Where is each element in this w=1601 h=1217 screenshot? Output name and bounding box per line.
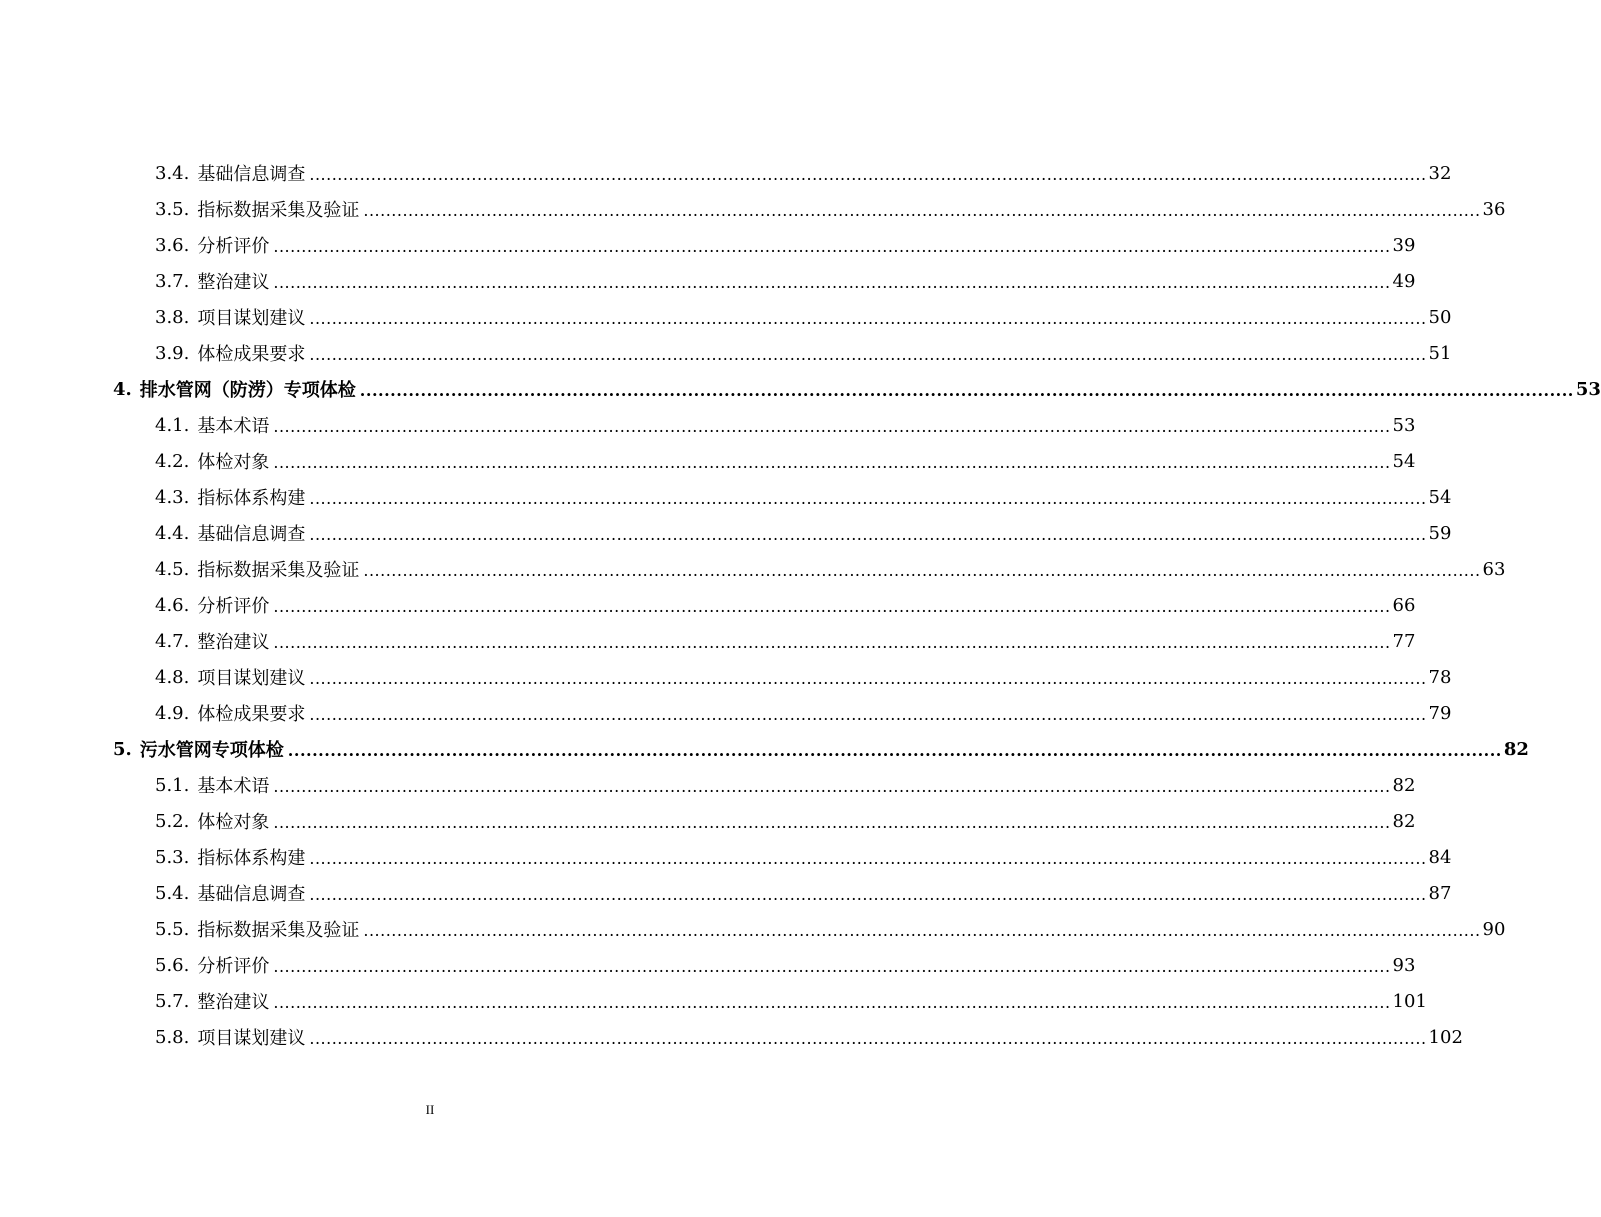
toc-item-page: 50 bbox=[1428, 306, 1452, 328]
toc-item-page: 54 bbox=[1428, 486, 1452, 508]
toc-item-number: 4.7. bbox=[155, 630, 190, 652]
toc-dot-leader: ........................................................................................................................................................................................................ bbox=[273, 273, 1391, 292]
toc-entry bbox=[155, 551, 1506, 587]
toc-dot-leader: ........................................................................................................................................................................................................ bbox=[273, 597, 1391, 616]
toc-item-number: 3.7. bbox=[155, 270, 190, 292]
toc-entry bbox=[155, 947, 1416, 983]
toc-dot-leader: ........................................................................................................................................................................................................ bbox=[273, 813, 1391, 832]
toc-item-number: 3.4. bbox=[155, 162, 190, 184]
toc-item-number: 3.5. bbox=[155, 198, 190, 220]
toc-item-page: 53 bbox=[1392, 414, 1416, 436]
toc-item-title: 基本术语 bbox=[197, 416, 270, 437]
toc-entry bbox=[155, 443, 1416, 479]
toc-item-number: 3.6. bbox=[155, 234, 190, 256]
toc-item-page: 51 bbox=[1428, 342, 1452, 364]
toc-chapter-item[interactable] bbox=[0, 371, 1601, 407]
toc-dot-leader: ........................................................................................................................................................................................................ bbox=[273, 453, 1391, 472]
toc-entry bbox=[155, 839, 1452, 875]
toc-chapter-number: 4. bbox=[113, 378, 132, 400]
toc-chapter-item[interactable] bbox=[0, 731, 1529, 767]
toc-entry bbox=[155, 1019, 1463, 1055]
toc-dot-leader: ........................................................................................................................................................................................................ bbox=[287, 741, 1502, 760]
toc-item[interactable] bbox=[0, 875, 1452, 911]
toc-dot-leader: ........................................................................................................................................................................................................ bbox=[309, 1029, 1427, 1048]
toc-dot-leader: ........................................................................................................................................................................................................ bbox=[309, 489, 1427, 508]
toc-dot-leader: ........................................................................................................................................................................................................ bbox=[363, 561, 1481, 580]
toc-entry bbox=[155, 983, 1427, 1019]
toc-item-number: 5.4. bbox=[155, 882, 190, 904]
toc-dot-leader: ........................................................................................................................................................................................................ bbox=[363, 201, 1481, 220]
toc-item[interactable] bbox=[0, 983, 1427, 1019]
toc-item[interactable] bbox=[0, 299, 1452, 335]
toc-item[interactable] bbox=[0, 1019, 1463, 1055]
toc-item-number: 3.8. bbox=[155, 306, 190, 328]
toc-chapter-title: 污水管网专项体检 bbox=[139, 740, 284, 761]
toc-entry bbox=[155, 263, 1416, 299]
toc-item-title: 体检成果要求 bbox=[197, 704, 306, 725]
toc-item-title: 体检对象 bbox=[197, 452, 270, 473]
toc-chapter-title: 排水管网（防涝）专项体检 bbox=[139, 380, 356, 401]
toc-dot-leader: ........................................................................................................................................................................................................ bbox=[273, 777, 1391, 796]
toc-item-page: 101 bbox=[1392, 990, 1427, 1012]
toc-chapter-page: 53 bbox=[1575, 378, 1601, 400]
toc-item-number: 5.6. bbox=[155, 954, 190, 976]
toc-item-page: 63 bbox=[1482, 558, 1506, 580]
toc-dot-leader: ........................................................................................................................................................................................................ bbox=[309, 165, 1427, 184]
toc-dot-leader: ........................................................................................................................................................................................................ bbox=[309, 885, 1427, 904]
toc-item-page: 78 bbox=[1428, 666, 1452, 688]
toc-item[interactable] bbox=[0, 551, 1506, 587]
toc-item-title: 基础信息调查 bbox=[197, 524, 306, 545]
toc-item-page: 77 bbox=[1392, 630, 1416, 652]
toc-entry bbox=[155, 767, 1416, 803]
toc-dot-leader: ........................................................................................................................................................................................................ bbox=[309, 309, 1427, 328]
toc-entry bbox=[155, 803, 1416, 839]
toc-item-number: 4.6. bbox=[155, 594, 190, 616]
toc-item-title: 分析评价 bbox=[197, 956, 270, 977]
toc-item-page: 79 bbox=[1428, 702, 1452, 724]
toc-item-title: 整治建议 bbox=[197, 632, 270, 653]
toc-item-number: 5.1. bbox=[155, 774, 190, 796]
toc-item[interactable] bbox=[0, 263, 1416, 299]
toc-entry bbox=[113, 731, 1529, 767]
toc-item-number: 4.4. bbox=[155, 522, 190, 544]
toc-item-page: 39 bbox=[1392, 234, 1416, 256]
toc-item[interactable] bbox=[0, 443, 1416, 479]
toc-item-title: 项目谋划建议 bbox=[197, 668, 306, 689]
toc-item-number: 4.8. bbox=[155, 666, 190, 688]
toc-item-title: 体检成果要求 bbox=[197, 344, 306, 365]
toc-dot-leader: ........................................................................................................................................................................................................ bbox=[273, 633, 1391, 652]
toc-item-number: 4.1. bbox=[155, 414, 190, 436]
toc-item[interactable] bbox=[0, 587, 1416, 623]
toc-item-page: 32 bbox=[1428, 162, 1452, 184]
toc-item-title: 项目谋划建议 bbox=[197, 1028, 306, 1049]
toc-item-page: 90 bbox=[1482, 918, 1506, 940]
toc-item-title: 指标体系构建 bbox=[197, 488, 306, 509]
toc-item-page: 36 bbox=[1482, 198, 1506, 220]
toc-item[interactable] bbox=[0, 911, 1506, 947]
toc-dot-leader: ........................................................................................................................................................................................................ bbox=[273, 417, 1391, 436]
toc-item-title: 指标体系构建 bbox=[197, 848, 306, 869]
toc-item-title: 整治建议 bbox=[197, 272, 270, 293]
toc-dot-leader: ........................................................................................................................................................................................................ bbox=[359, 381, 1574, 400]
toc-item-page: 66 bbox=[1392, 594, 1416, 616]
toc-entry bbox=[155, 875, 1452, 911]
toc-item-page: 82 bbox=[1392, 774, 1416, 796]
toc-item-title: 项目谋划建议 bbox=[197, 308, 306, 329]
toc-item-page: 82 bbox=[1392, 810, 1416, 832]
toc-entry bbox=[155, 155, 1452, 191]
toc-item[interactable] bbox=[0, 515, 1452, 551]
toc-item-page: 49 bbox=[1392, 270, 1416, 292]
toc-entry bbox=[155, 911, 1506, 947]
toc-entry bbox=[155, 407, 1416, 443]
toc-dot-leader: ........................................................................................................................................................................................................ bbox=[309, 849, 1427, 868]
toc-item-title: 分析评价 bbox=[197, 596, 270, 617]
toc-item-title: 基本术语 bbox=[197, 776, 270, 797]
toc-dot-leader: ........................................................................................................................................................................................................ bbox=[309, 669, 1427, 688]
toc-entry bbox=[155, 659, 1452, 695]
toc-item-title: 体检对象 bbox=[197, 812, 270, 833]
toc-item[interactable] bbox=[0, 191, 1506, 227]
toc-entry bbox=[155, 587, 1416, 623]
toc-item[interactable] bbox=[0, 227, 1416, 263]
toc-dot-leader: ........................................................................................................................................................................................................ bbox=[309, 345, 1427, 364]
toc-dot-leader: ........................................................................................................................................................................................................ bbox=[273, 993, 1391, 1012]
toc-chapter-number: 5. bbox=[113, 738, 132, 760]
toc-item-number: 3.9. bbox=[155, 342, 190, 364]
toc-item-number: 4.9. bbox=[155, 702, 190, 724]
toc-item-title: 分析评价 bbox=[197, 236, 270, 257]
toc-item[interactable] bbox=[0, 623, 1416, 659]
toc-entry bbox=[155, 695, 1452, 731]
toc-dot-leader: ........................................................................................................................................................................................................ bbox=[309, 525, 1427, 544]
toc-entry bbox=[155, 623, 1416, 659]
toc-item-page: 84 bbox=[1428, 846, 1452, 868]
toc-dot-leader: ........................................................................................................................................................................................................ bbox=[309, 705, 1427, 724]
toc-item[interactable] bbox=[0, 839, 1452, 875]
toc-item-number: 5.2. bbox=[155, 810, 190, 832]
toc-item-title: 指标数据采集及验证 bbox=[197, 920, 360, 941]
toc-item-page: 102 bbox=[1428, 1026, 1463, 1048]
toc-item-page: 54 bbox=[1392, 450, 1416, 472]
toc-entry bbox=[155, 299, 1452, 335]
toc-entry bbox=[155, 479, 1452, 515]
toc-entry bbox=[113, 371, 1601, 407]
toc-item-title: 基础信息调查 bbox=[197, 164, 306, 185]
toc-item-number: 4.2. bbox=[155, 450, 190, 472]
page-footer-number: II bbox=[425, 1102, 435, 1117]
toc-entry bbox=[155, 191, 1506, 227]
toc-item-page: 93 bbox=[1392, 954, 1416, 976]
toc-item-number: 5.3. bbox=[155, 846, 190, 868]
toc-entry bbox=[155, 515, 1452, 551]
toc-entry bbox=[155, 335, 1452, 371]
toc-item-title: 指标数据采集及验证 bbox=[197, 560, 360, 581]
toc-dot-leader: ........................................................................................................................................................................................................ bbox=[273, 237, 1391, 256]
toc-item-page: 87 bbox=[1428, 882, 1452, 904]
toc-item[interactable] bbox=[0, 479, 1452, 515]
toc-item-title: 基础信息调查 bbox=[197, 884, 306, 905]
toc-item[interactable] bbox=[0, 407, 1416, 443]
toc-item-number: 4.3. bbox=[155, 486, 190, 508]
toc-entry bbox=[155, 227, 1416, 263]
toc-item[interactable] bbox=[0, 335, 1452, 371]
toc-item[interactable] bbox=[0, 803, 1416, 839]
toc-item[interactable] bbox=[0, 659, 1452, 695]
toc-item-number: 5.5. bbox=[155, 918, 190, 940]
toc-item[interactable] bbox=[0, 695, 1452, 731]
toc-item[interactable] bbox=[0, 767, 1416, 803]
toc-chapter-page: 82 bbox=[1503, 738, 1529, 760]
toc-dot-leader: ........................................................................................................................................................................................................ bbox=[273, 957, 1391, 976]
toc-item-number: 4.5. bbox=[155, 558, 190, 580]
toc-dot-leader: ........................................................................................................................................................................................................ bbox=[363, 921, 1481, 940]
toc-item-title: 指标数据采集及验证 bbox=[197, 200, 360, 221]
toc-item[interactable] bbox=[0, 947, 1416, 983]
toc-item-page: 59 bbox=[1428, 522, 1452, 544]
toc-item-number: 5.8. bbox=[155, 1026, 190, 1048]
toc-item[interactable] bbox=[0, 155, 1452, 191]
toc-item-title: 整治建议 bbox=[197, 992, 270, 1013]
toc-item-number: 5.7. bbox=[155, 990, 190, 1012]
